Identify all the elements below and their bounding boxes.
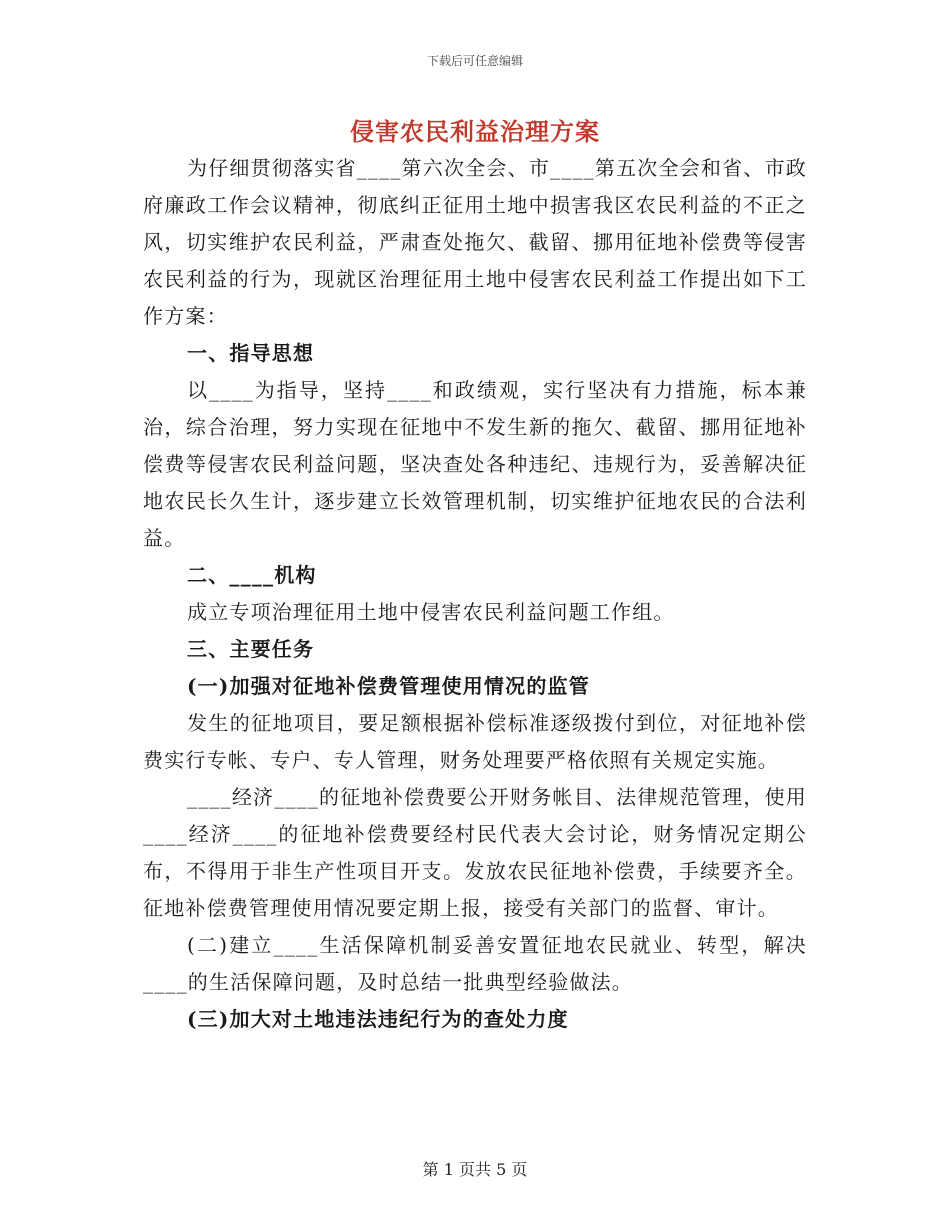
page-footer: 第 1 页共 5 页: [422, 1160, 528, 1179]
header-note: 下载后可任意编辑: [426, 54, 523, 68]
guiding-ideology-paragraph: 以____为指导，坚持____和政绩观，实行坚决有力措施，标本兼治，综合治理，努力实现在征地中不发生新的拖欠、截留、挪用征地补偿费等侵害农民利益问题，坚决查处各种违纪、违规行为，妥善解决征地农民长久生计，逐步建立长效管理机制，切实维护征地农民的合法利益。: [143, 378, 807, 550]
section-heading-main-tasks: 三、主要任务: [187, 637, 315, 661]
organization-paragraph: 成立专项治理征用土地中侵害农民利益问题工作组。: [187, 600, 675, 624]
document-body: [143, 150, 807, 1038]
subsection-heading-compensation-supervision: (一)加强对征地补偿费管理使用情况的监管: [187, 674, 590, 698]
livelihood-security-paragraph: (二)建立____生活保障机制妥善安置征地农民就业、转型，解决____的生活保障问题，及时总结一批典型经验做法。: [143, 933, 807, 994]
section-heading-guiding-ideology: 一、指导思想: [187, 341, 315, 365]
document-title: 侵害农民利益治理方案: [350, 117, 600, 146]
intro-paragraph: 为仔细贯彻落实省____第六次全会、市____第五次全会和省、市政府廉政工作会议精神，彻底纠正征用土地中损害我区农民利益的不正之风，切实维护农民利益，严肃查处拖欠、截留、挪用征地补偿费等侵害农民利益的行为，现就区治理征用土地中侵害农民利益工作提出如下工作方案：: [143, 156, 807, 328]
subsection-heading-enforcement: (三)加大对土地违法违纪行为的查处力度: [187, 1007, 569, 1031]
compensation-paragraph-1: 发生的征地项目，要足额根据补偿标准逐级拨付到位，对征地补偿费实行专帐、专户、专人管理，财务处理要严格依照有关规定实施。: [143, 711, 807, 772]
compensation-paragraph-2: ____经济____的征地补偿费要公开财务帐目、法律规范管理，使用____经济____的征地补偿费要经村民代表大会讨论，财务情况定期公布，不得用于非生产性项目开支。发放农民征地补偿费，手续要齐全。征地补偿费管理使用情况要定期上报，接受有关部门的监督、审计。: [143, 785, 807, 920]
section-heading-organization: 二、____机构: [187, 563, 317, 587]
